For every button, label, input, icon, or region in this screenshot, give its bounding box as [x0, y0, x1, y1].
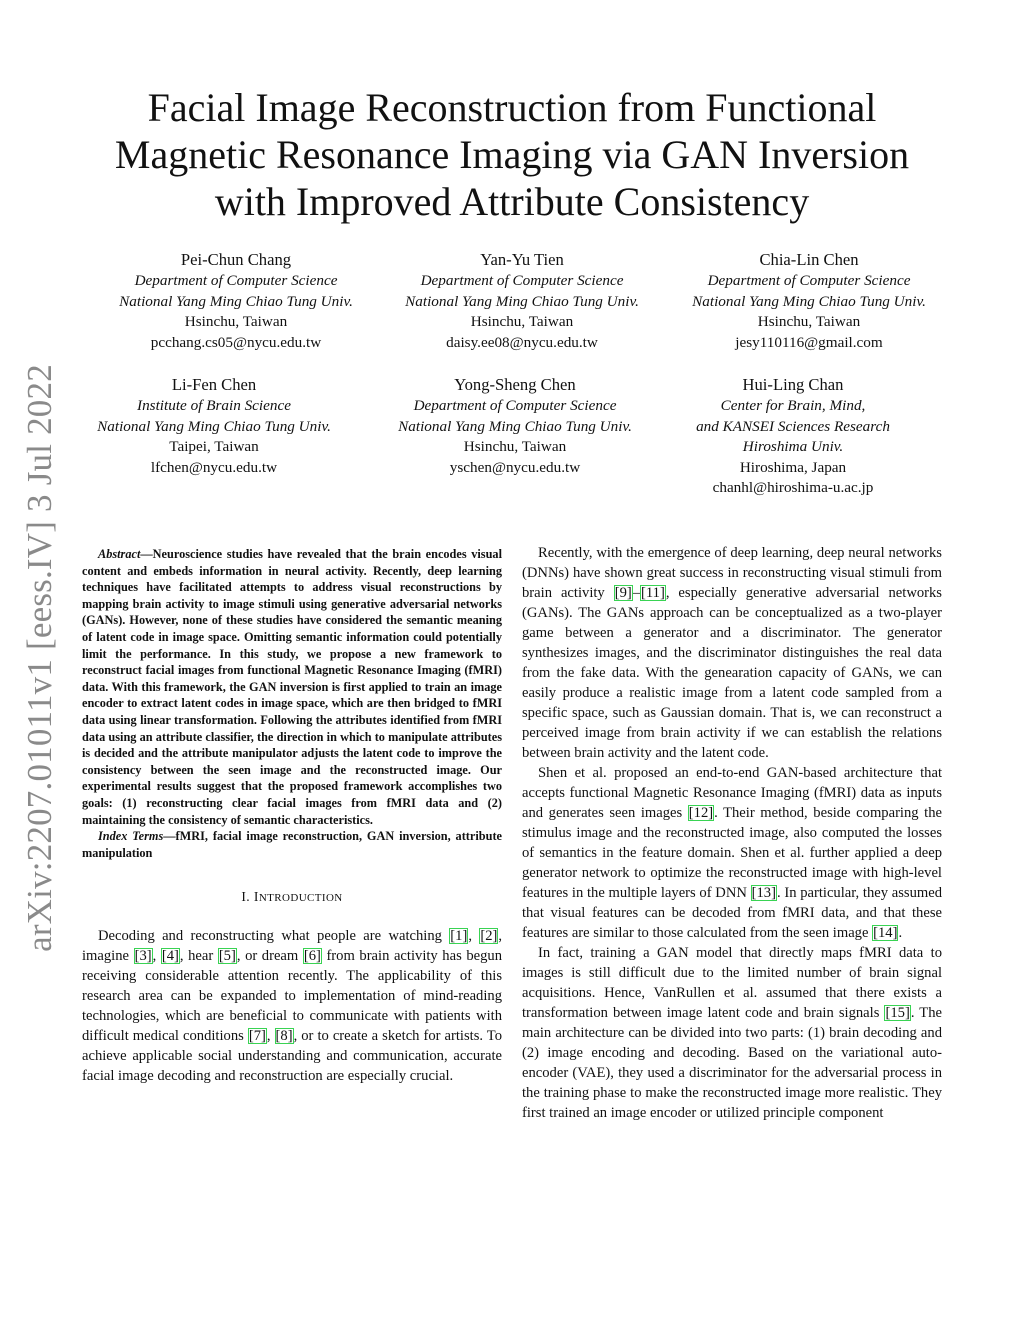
author-city: Hsinchu, Taiwan [463, 438, 567, 455]
text-run: In fact, training a GAN model that directly maps fMRI data to images is still difficult due to the limited number of brain signal acquisitions. Hence, VanRullen et al. assumed that there exists a transformation between image latent code and brain signals [522, 945, 942, 1021]
author-name: Hui-Ling Chan [742, 375, 844, 394]
text-run: , [266, 1028, 275, 1045]
author-email: pcchang.cs05@nycu.edu.tw [150, 333, 322, 351]
body-paragraph [522, 943, 942, 1123]
author-dept: Center for Brain, Mind, [720, 397, 866, 414]
author-city: Hiroshima, Japan [739, 458, 847, 476]
text-run: Shen et al. proposed an end-to-end GAN-based architecture that accepts functional Magnetic Resonance Imaging (fMRI) data as inputs and generates seen images [522, 765, 942, 821]
author-block [96, 248, 376, 353]
title-line: Facial Image Reconstruction from Functional [147, 85, 877, 130]
author-city: Hsinchu, Taiwan [184, 313, 288, 330]
author-name: Chia-Lin Chen [759, 250, 859, 269]
author-name: Li-Fen Chen [171, 375, 257, 394]
author-block [653, 373, 933, 499]
text-run: , [152, 948, 161, 965]
author-name: Pei-Chun Chang [180, 250, 292, 269]
text-run: , [468, 928, 480, 945]
author-dept: Department of Computer Science [134, 272, 338, 289]
text-run: from brain activity has begun receiving considerable attention recently. The applicability of this research area can be expanded to implementation of mind-reading technologies, which are beneficial to communicate with patients with difficult medical conditions [82, 948, 502, 1045]
citation-link[interactable]: [6] [303, 948, 321, 965]
citation-link[interactable]: [2] [480, 928, 498, 945]
author-block [382, 248, 662, 353]
author-dept: Institute of Brain Science [137, 397, 291, 414]
text-run: . The main architecture can be divided into two parts: (1) brain decoding and (2) image encoding and decoding. Based on the variational auto-encoder (VAE), they used a discriminator for the adversarial process in the training phase to make the reconstructed image more realistic. They first trained an image encoder or utilized principle component [522, 1005, 942, 1121]
abstract-text: —Neuroscience studies have revealed that the brain encodes visual content and embeds information in neural activity. Recently, deep learning techniques have facilitated attempts to address visual reconstructions by mapping brain activity to image stimuli using generative adversarial networks (GANs). However, none of these studies have considered the semantic meaning of latent code in image space. Omitting semantic information could potentially limit the performance. In this study, we propose a new framework to reconstruct facial images from functional Magnetic Resonance Imaging (fMRI) data. With this framework, the GAN inversion is first applied to train an image encoder to extract latent codes in image space, which are then bridged to fMRI data using linear transformation. Following the attributes identified from fMRI data using an attribute classifier, the direction in which to manipulate attributes is decided and the attribute manipulator adjusts the latent code to improve the consistency between the seen image and the reconstructed image. Our experimental results suggest that the proposed framework accomplishes two goals: (1) reconstructing clear facial images from fMRI data and (2) maintaining the consistency of semantic characteristics. [82, 547, 502, 827]
intro-paragraph [82, 926, 502, 1086]
text-run: . [898, 925, 903, 941]
author-city: Hsinchu, Taiwan [470, 313, 574, 330]
section-title-rest: NTRODUCTION [258, 892, 343, 905]
citation-link[interactable]: [5] [218, 948, 236, 965]
author-block [669, 248, 949, 353]
author-block [375, 373, 655, 478]
citation-link[interactable]: [14] [873, 925, 898, 941]
section-number: I. [241, 889, 251, 905]
citation-link[interactable]: [15] [885, 1005, 910, 1021]
text-run: Decoding and reconstructing what people are watching [98, 928, 450, 945]
author-inst: National Yang Ming Chiao Tung Univ. [405, 292, 639, 310]
citation-link[interactable]: [9] [614, 585, 632, 601]
citation-link[interactable]: [4] [161, 948, 179, 965]
author-email: daisy.ee08@nycu.edu.tw [446, 333, 598, 351]
right-column [522, 543, 942, 1123]
index-terms-label: Index Terms [98, 829, 164, 844]
author-inst: National Yang Ming Chiao Tung Univ. [97, 417, 331, 435]
abstract [82, 546, 502, 828]
citation-link[interactable]: [8] [275, 1028, 293, 1045]
title-line: Magnetic Resonance Imaging via GAN Inversion [114, 132, 910, 177]
author-email: lfchen@nycu.edu.tw [150, 458, 278, 476]
text-run: – [632, 585, 641, 601]
title-line: with Improved Attribute Consistency [214, 179, 810, 224]
citation-link[interactable]: [7] [248, 1028, 266, 1045]
author-dept-line2: and KANSEI Sciences Research [696, 417, 890, 435]
body-paragraph [522, 763, 942, 943]
citation-link[interactable]: [12] [688, 805, 714, 821]
author-email: yschen@nycu.edu.tw [449, 458, 581, 476]
author-email: jesy110116@gmail.com [735, 333, 883, 351]
citation-link[interactable]: [3] [134, 948, 152, 965]
body-paragraph [522, 543, 942, 763]
author-dept: Department of Computer Science [707, 272, 911, 289]
left-column [82, 546, 502, 1086]
author-dept: Department of Computer Science [413, 397, 617, 414]
author-city: Taipei, Taiwan [169, 438, 259, 455]
author-inst: National Yang Ming Chiao Tung Univ. [398, 417, 632, 435]
index-terms [82, 828, 502, 861]
text-run: , or dream [236, 948, 303, 965]
abstract-label: Abstract [98, 547, 141, 561]
author-dept: Department of Computer Science [420, 272, 624, 289]
text-run: , imagine [82, 928, 503, 965]
text-run: , or to create a sketch for artists. To achieve applicable social understanding and communication, accurate facial image decoding and reconstruction are especially crucial. [82, 1028, 503, 1085]
author-email: chanhl@hiroshima-u.ac.jp [712, 479, 874, 496]
text-run: , especially generative adversarial networks (GANs). The GANs approach can be conceptualized as a two-player game between a generator and a discriminator. The generator synthesizes images, and the discriminator distinguishes the real data from the fake data. With the genearation capacity of GANs, we can easily produce a realistic image from a latent code sampled from a specific space, such as Gaussian domain. That is, we can reconstruct a perceived image from brain activity if we can establish the relations between brain activity and the latent code. [522, 585, 942, 761]
citation-link[interactable]: [13] [751, 885, 776, 901]
citation-link[interactable]: [1] [450, 928, 468, 945]
text-run: . In particular, they assumed that visual features can be decoded from fMRI data, and that these features are similar to those calculated from the seen image [522, 885, 942, 941]
section-cap: I [253, 889, 259, 905]
author-inst: National Yang Ming Chiao Tung Univ. [119, 292, 353, 310]
text-run: . Their method, beside comparing the stimulus image and the reconstructed image, also computed the losses of semantics in the feature domain. Shen et al. further applied a deep generator network to optimize the reconstructed image with high-level features in the multiple layers of DNN [522, 805, 942, 901]
author-name: Yong-Sheng Chen [454, 375, 576, 394]
author-city: Hsinchu, Taiwan [757, 313, 861, 330]
citation-link[interactable]: [11] [641, 585, 665, 601]
author-inst: Hiroshima Univ. [742, 438, 844, 455]
author-block [74, 373, 354, 478]
text-run: , hear [179, 948, 218, 965]
index-terms-text: —fMRI, facial image reconstruction, GAN inversion, attribute manipulation [82, 829, 502, 860]
arxiv-stamp: arXiv:2207.01011v1 [eess.IV] 3 Jul 2022 [20, 364, 59, 952]
author-name: Yan-Yu Tien [480, 250, 564, 269]
paper-title [62, 84, 962, 225]
section-heading [82, 887, 502, 908]
author-inst: National Yang Ming Chiao Tung Univ. [692, 292, 926, 310]
text-run: Recently, with the emergence of deep learning, deep neural networks (DNNs) have shown great success in reconstructing visual stimuli from brain activity [522, 545, 942, 601]
